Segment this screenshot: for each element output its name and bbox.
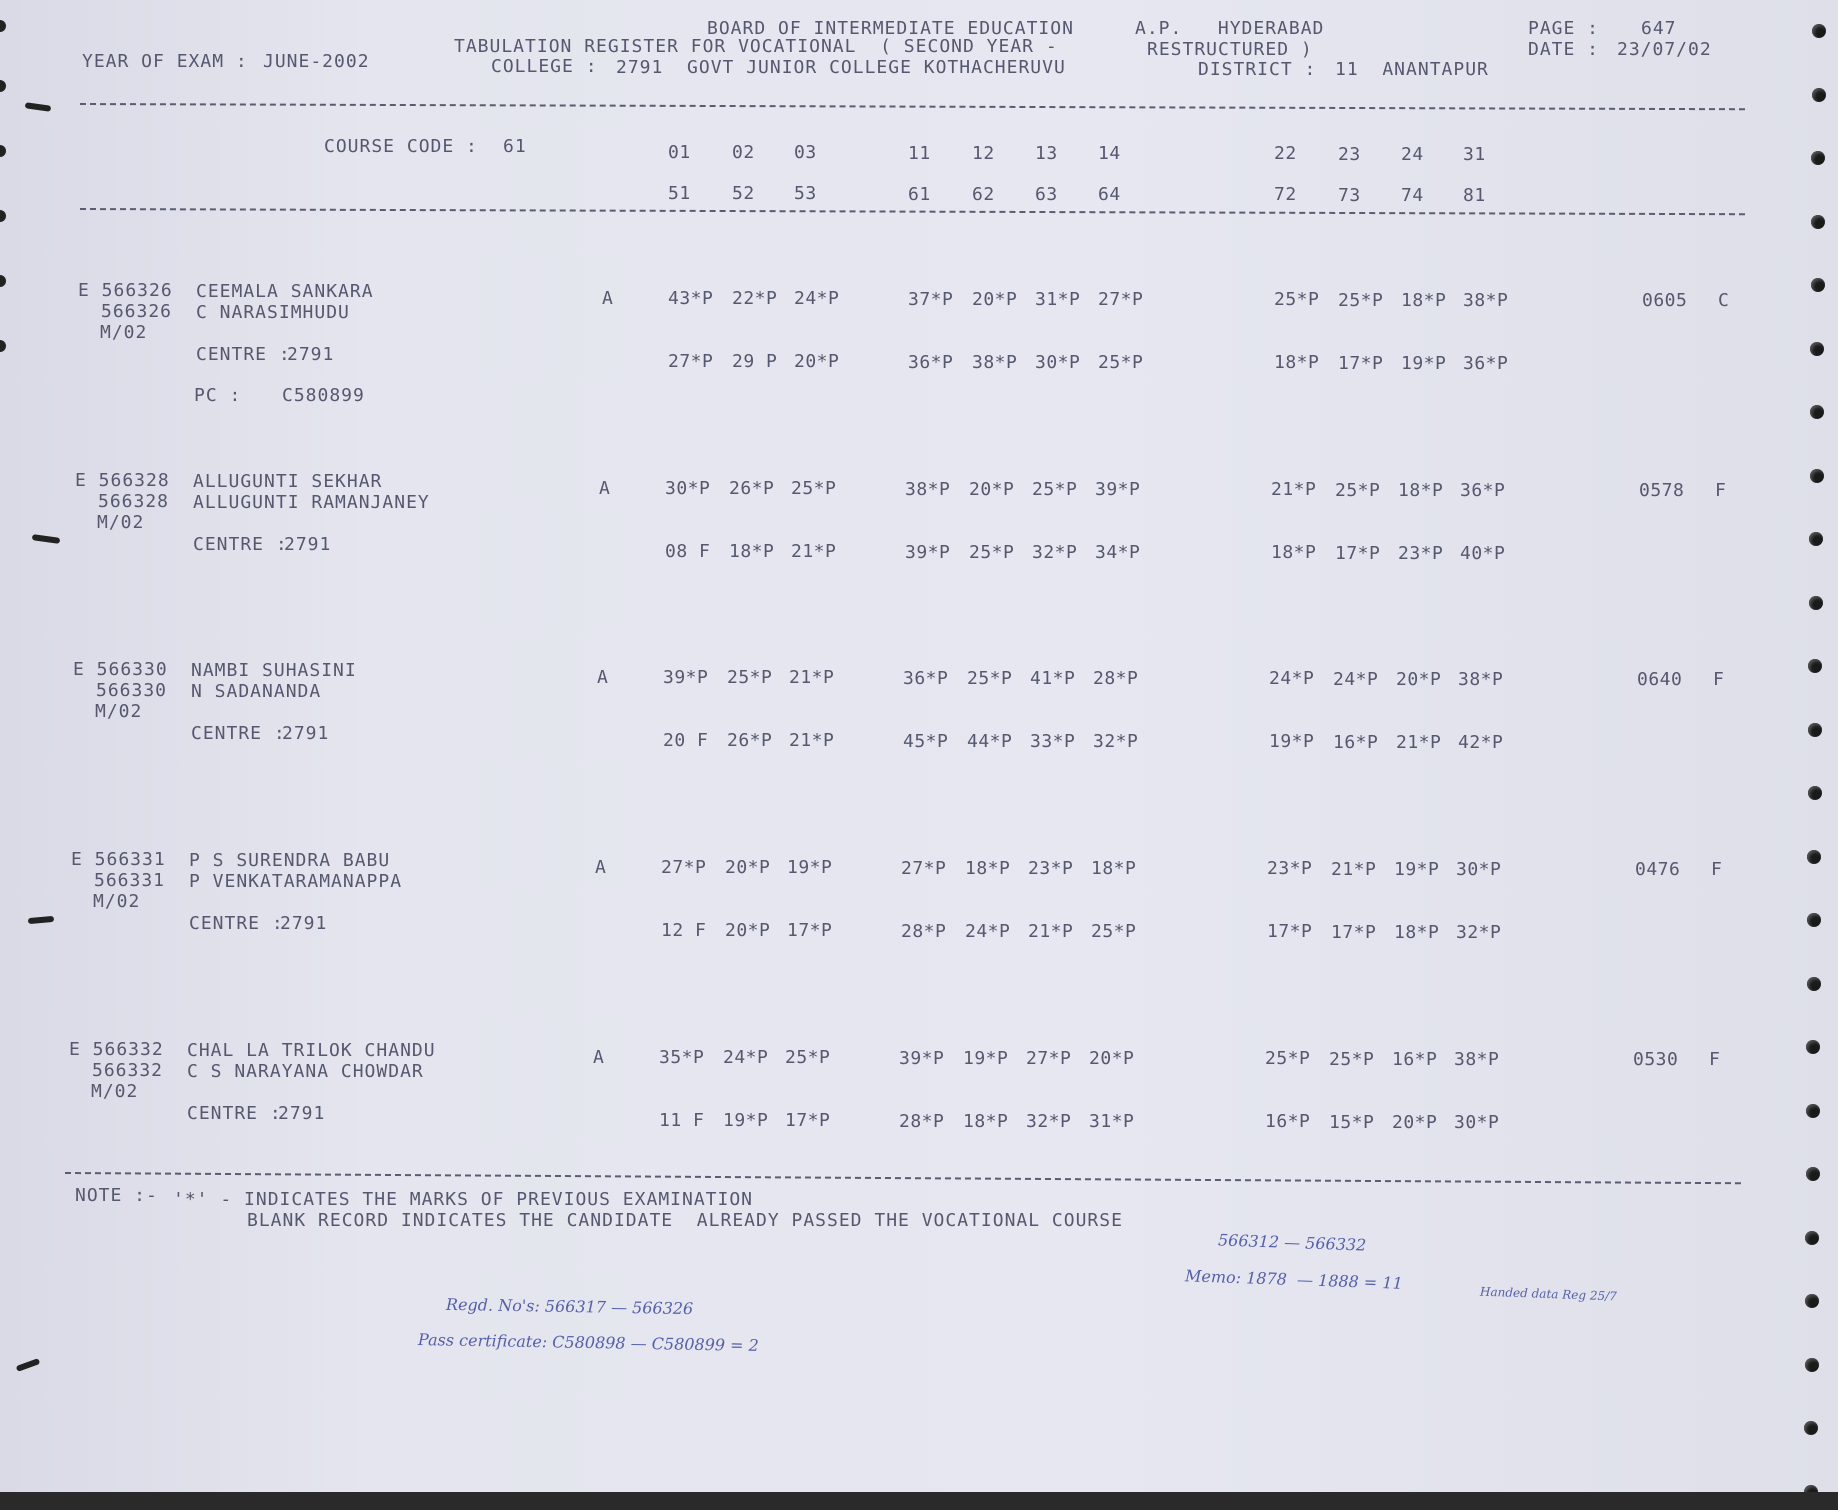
date-value: 23/07/02 [1617,39,1712,60]
column-code: 63 [1035,184,1058,205]
student-name: NAMBI SUHASINI [191,660,357,681]
mark-cell: 20*P [1089,1048,1135,1070]
mark-cell: 26*P [727,730,773,752]
hall-ticket-number: 566332 [92,1060,164,1081]
hall-ticket-number: 566331 [94,870,166,891]
binding-hole [0,340,6,352]
mark-cell: 21*P [1028,921,1074,942]
father-name: C NARASIMHUDU [196,302,350,323]
centre-label: CENTRE : [196,344,291,365]
student-name: CHAL LA TRILOK CHANDU [187,1040,436,1061]
mark-cell: 19*P [963,1047,1009,1069]
exam-session: M/02 [97,512,145,533]
mark-cell: 20*P [794,351,840,373]
mark-cell: 16*P [1392,1048,1438,1070]
district-label: DISTRICT : [1198,59,1317,80]
student-name: ALLUGUNTI SEKHAR [193,471,383,492]
total-marks: 0640 [1637,669,1683,690]
mark-cell: 16*P [1265,1111,1311,1133]
feed-hole [1805,1358,1819,1372]
note-label: NOTE :- [75,1185,158,1206]
mark-cell: 21*P [789,730,835,752]
column-code: 13 [1035,143,1058,164]
total-marks: 0530 [1633,1049,1679,1070]
feed-hole [1806,1104,1820,1118]
feed-hole [1811,215,1825,229]
note-line-2: BLANK RECORD INDICATES THE CANDIDATE ALREADY PASSED THE VOCATIONAL COURSE [247,1210,1123,1231]
result: C [1718,290,1730,311]
registration-number: E 566326 [78,280,173,301]
column-code: 22 [1274,143,1297,165]
hall-ticket-number: 566326 [101,301,173,322]
mark-cell: 18*P [729,541,775,563]
header-rule [80,103,1745,110]
mark-cell: 30*P [1035,352,1081,373]
feed-hole [1807,850,1821,864]
mark-cell: 17*P [787,920,833,942]
mark-cell: 27*P [668,351,714,372]
column-code: 12 [972,142,995,164]
mark-cell: 41*P [1030,668,1076,689]
mark-cell: 17*P [785,1110,831,1132]
column-code: 03 [794,142,817,164]
column-code: 52 [732,183,755,205]
mark-cell: 38*P [905,478,951,500]
binding-hole [0,145,6,157]
mark-cell: 32*P [1032,542,1078,563]
mark-cell: 19*P [1394,858,1440,880]
mark-cell: 25*P [1098,352,1144,374]
centre-number: 2791 [280,913,328,934]
result: F [1711,859,1723,880]
mark-cell: 25*P [1274,289,1320,311]
mark-cell: 17*P [1267,921,1313,943]
mark-cell: 23*P [1028,858,1074,879]
mark-cell: 18*P [1398,479,1444,501]
feed-hole [1804,1485,1818,1493]
column-code: 11 [908,142,931,164]
grade: A [595,857,607,878]
college-value: 2791 GOVT JUNIOR COLLEGE KOTHACHERUVU [616,57,1066,78]
mark-cell: 34*P [1095,542,1141,564]
register-title: TABULATION REGISTER FOR VOCATIONAL ( SECOND YEAR - [454,36,1058,57]
mark-cell: 25*P [969,541,1015,563]
feed-hole [1807,913,1821,927]
result: F [1713,669,1725,690]
handwritten-pass: Pass certificate: C580898 — C580899 = 2 [417,1330,759,1355]
mark-cell: 27*P [661,857,707,878]
grade: A [599,478,611,499]
mark-cell: 22*P [732,288,778,310]
mark-cell: 33*P [1030,731,1076,752]
feed-hole [1806,1167,1820,1181]
mark-cell: 20*P [725,920,771,942]
result: F [1715,480,1727,501]
mark-cell: 24*P [965,920,1011,942]
handwritten-handed: Handed data Reg 25/7 [1479,1284,1618,1304]
mark-cell: 27*P [1026,1048,1072,1069]
column-header-rule [80,208,1745,215]
mark-cell: 38*P [1463,290,1509,311]
mark-cell: 21*P [789,667,835,689]
centre-number: 2791 [287,344,335,365]
mark-cell: 32*P [1026,1111,1072,1132]
feed-hole [1811,278,1825,292]
mark-cell: 30*P [1454,1112,1500,1133]
feed-hole [1808,659,1822,673]
mark-cell: 40*P [1460,543,1506,564]
mark-cell: 24*P [794,288,840,310]
restructured-label: RESTRUCTURED ) [1147,39,1313,60]
centre-label: CENTRE : [187,1103,282,1124]
mark-cell: 18*P [1091,858,1137,880]
mark-cell: 39*P [899,1047,945,1069]
mark-cell: 18*P [965,857,1011,879]
feed-hole [1806,1040,1820,1054]
mark-cell: 18*P [1401,289,1447,311]
column-code: 23 [1338,143,1361,165]
mark-cell: 25*P [785,1047,831,1069]
centre-number: 2791 [278,1103,326,1124]
mark-cell: 21*P [1396,731,1442,753]
college-label: COLLEGE : [491,56,598,77]
mark-cell: 29 P [732,351,778,373]
binding-hole [0,275,6,287]
mark-cell: 25*P [967,667,1013,689]
column-code: 14 [1098,143,1121,165]
mark-cell: 32*P [1093,731,1139,753]
year-label: YEAR OF EXAM : [82,51,248,72]
mark-cell: 27*P [1098,289,1144,311]
feed-hole [1805,1294,1819,1308]
mark-cell: 24*P [1333,668,1379,690]
mark-cell: 25*P [791,478,837,500]
mark-cell: 39*P [663,667,709,688]
grade: A [597,667,609,688]
mark-cell: 23*P [1398,542,1444,564]
feed-hole [1812,88,1826,102]
mark-cell: 32*P [1456,922,1502,943]
mark-cell: 44*P [967,730,1013,752]
feed-hole [1809,532,1823,546]
mark-cell: 17*P [1331,921,1377,943]
mark-cell: 20*P [1392,1111,1438,1133]
exam-session: M/02 [91,1081,139,1102]
mark-cell: 21*P [1331,858,1377,880]
mark-cell: 42*P [1458,732,1504,753]
column-code: 31 [1463,144,1486,165]
mark-cell: 25*P [727,667,773,689]
mark-cell: 18*P [963,1110,1009,1132]
course-code-label: COURSE CODE : [324,136,478,157]
state-title: A.P. HYDERABAD [1135,18,1325,39]
mark-cell: 25*P [1265,1048,1311,1070]
feed-hole [1810,342,1824,356]
note-line-1: '*' - INDICATES THE MARKS OF PREVIOUS EXAMINATION [173,1189,754,1210]
mark-cell: 27*P [901,857,947,879]
column-code: 73 [1338,184,1361,206]
mark-cell: 28*P [899,1110,945,1132]
board-title: BOARD OF INTERMEDIATE EDUCATION [707,18,1074,39]
pen-mark [28,916,54,924]
column-code: 64 [1098,184,1121,206]
footer-rule [65,1172,1741,1184]
page-label: PAGE : [1528,18,1600,39]
mark-cell: 36*P [903,667,949,689]
binding-hole [0,20,6,32]
mark-cell: 24*P [723,1047,769,1069]
district-value: 11 ANANTAPUR [1335,59,1489,80]
handwritten-range: 566312 — 566332 [1217,1230,1367,1255]
mark-cell: 15*P [1329,1111,1375,1133]
mark-cell: 38*P [1458,669,1504,690]
mark-cell: 20*P [725,857,771,879]
mark-cell: 08 F [665,541,711,562]
column-code: 51 [668,183,691,204]
registration-number: E 566328 [75,470,170,491]
mark-cell: 20*P [972,288,1018,310]
mark-cell: 36*P [1463,353,1509,374]
total-marks: 0578 [1639,480,1685,501]
father-name: P VENKATARAMANAPPA [189,871,403,892]
binding-hole [0,80,6,92]
mark-cell: 38*P [1454,1049,1500,1070]
column-code: 62 [972,183,995,205]
column-code: 02 [732,142,755,164]
father-name: C S NARAYANA CHOWDAR [187,1061,424,1082]
registration-number: E 566330 [73,659,168,680]
pc-number: C580899 [282,385,365,406]
centre-label: CENTRE : [191,723,286,744]
mark-cell: 30*P [665,478,711,499]
father-name: N SADANANDA [191,681,322,702]
exam-session: M/02 [93,891,141,912]
mark-cell: 20*P [969,478,1015,500]
mark-cell: 39*P [1095,479,1141,501]
pen-mark [25,102,52,112]
mark-cell: 35*P [659,1047,705,1068]
mark-cell: 25*P [1335,479,1381,501]
mark-cell: 18*P [1274,352,1320,374]
mark-cell: 28*P [1093,668,1139,690]
date-label: DATE : [1528,39,1600,60]
mark-cell: 21*P [1271,479,1317,501]
mark-cell: 17*P [1335,542,1381,564]
mark-cell: 31*P [1035,289,1081,310]
mark-cell: 24*P [1269,668,1315,690]
father-name: ALLUGUNTI RAMANJANEY [193,492,430,513]
mark-cell: 12 F [661,920,707,941]
mark-cell: 19*P [787,857,833,879]
mark-cell: 11 F [659,1110,705,1131]
mark-cell: 25*P [1338,289,1384,311]
mark-cell: 20*P [1396,668,1442,690]
mark-cell: 18*P [1271,542,1317,564]
mark-cell: 43*P [668,288,714,309]
mark-cell: 30*P [1456,859,1502,880]
mark-cell: 19*P [1401,352,1447,374]
mark-cell: 37*P [908,288,954,310]
mark-cell: 36*P [908,351,954,373]
mark-cell: 39*P [905,541,951,563]
handwritten-regd: Regd. No's: 566317 — 566326 [445,1294,694,1319]
feed-hole [1810,469,1824,483]
registration-number: E 566331 [71,849,166,870]
feed-hole [1812,24,1826,38]
column-code: 72 [1274,184,1297,206]
mark-cell: 36*P [1460,480,1506,501]
feed-hole [1810,405,1824,419]
grade: A [593,1047,605,1068]
mark-cell: 19*P [1269,731,1315,753]
feed-hole [1807,977,1821,991]
mark-cell: 19*P [723,1110,769,1132]
pen-mark [32,534,61,544]
hall-ticket-number: 566330 [96,680,168,701]
column-code: 24 [1401,143,1424,165]
feed-hole [1809,596,1823,610]
mark-cell: 26*P [729,478,775,500]
binding-hole [0,210,6,222]
centre-number: 2791 [282,723,330,744]
column-code: 74 [1401,184,1424,206]
total-marks: 0476 [1635,859,1681,880]
year-value: JUNE-2002 [263,51,370,72]
column-code: 61 [908,183,931,205]
handwritten-memo: Memo: 1878 — 1888 = 11 [1184,1266,1404,1293]
feed-hole [1811,151,1825,165]
pc-label: PC : [194,385,242,406]
mark-cell: 25*P [1329,1048,1375,1070]
exam-session: M/02 [100,322,148,343]
column-code: 01 [668,142,691,163]
pen-mark [16,1358,41,1372]
grade: A [602,288,614,309]
hall-ticket-number: 566328 [98,491,170,512]
mark-cell: 23*P [1267,858,1313,880]
student-name: P S SURENDRA BABU [189,850,391,871]
student-name: CEEMALA SANKARA [196,281,374,302]
feed-hole [1805,1231,1819,1245]
centre-label: CENTRE : [193,534,288,555]
course-code-value: 61 [503,136,527,157]
column-code: 53 [794,183,817,205]
mark-cell: 28*P [901,920,947,942]
feed-hole [1808,723,1822,737]
mark-cell: 18*P [1394,921,1440,943]
result: F [1709,1049,1721,1070]
mark-cell: 21*P [791,541,837,563]
mark-cell: 25*P [1091,921,1137,943]
total-marks: 0605 [1642,290,1688,311]
column-code: 81 [1463,185,1486,206]
mark-cell: 38*P [972,351,1018,373]
centre-label: CENTRE : [189,913,284,934]
feed-hole [1804,1421,1818,1435]
registration-number: E 566332 [69,1039,164,1060]
mark-cell: 31*P [1089,1111,1135,1133]
centre-number: 2791 [284,534,332,555]
mark-cell: 17*P [1338,352,1384,374]
exam-session: M/02 [95,701,143,722]
mark-cell: 45*P [903,730,949,752]
mark-cell: 20 F [663,730,709,751]
mark-cell: 16*P [1333,731,1379,753]
mark-cell: 25*P [1032,479,1078,500]
page-number: 647 [1641,18,1677,39]
feed-hole [1808,786,1822,800]
